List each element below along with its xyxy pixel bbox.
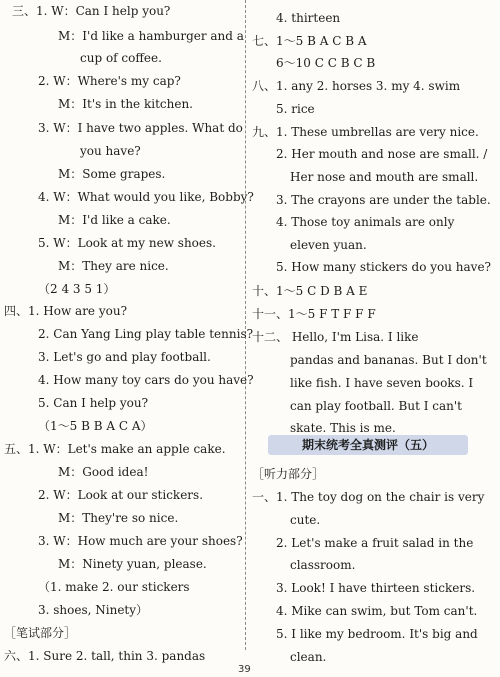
right-column-line: 八、1. any 2. horses 3. my 4. swim — [252, 79, 461, 93]
left-column-line: 5. Can I help you? — [38, 396, 149, 410]
page-number: 39 — [238, 664, 251, 675]
left-column-line: M：They're so nice. — [58, 511, 179, 525]
right-column-line: 九、1. These umbrellas are very nice. — [252, 125, 479, 139]
right-column-line: 十、1～5 C D B A E — [252, 284, 368, 298]
right-column-line: 十一、1～5 F T F F F — [252, 307, 376, 321]
left-column-line: cup of coffee. — [80, 51, 162, 65]
left-column-line: 四、1. How are you? — [4, 304, 128, 318]
left-column-line: M：Good idea! — [58, 465, 149, 479]
exam-section-header: 期末统考全真测评（五） — [268, 435, 468, 455]
left-column-line: 三、1. W：Can I help you? — [12, 4, 171, 18]
right-column-line: 七、1～5 B A C B A — [252, 34, 367, 48]
left-column-line: M：I'd like a hamburger and a — [58, 29, 244, 43]
left-column-line: 五、1. W：Let's make an apple cake. — [4, 442, 226, 456]
left-column-line: 4. How many toy cars do you have? — [38, 373, 254, 387]
left-column-line: （1. make 2. our stickers — [38, 580, 190, 594]
right-column-line: 4. thirteen — [276, 11, 341, 25]
right-column-line: 4. Mike can swim, but Tom can't. — [276, 604, 478, 618]
left-column-line: 2. W：Where's my cap? — [38, 74, 181, 88]
left-column-line: you have? — [80, 144, 141, 158]
left-column-line: 3. W：How much are your shoes? — [38, 534, 243, 548]
column-divider — [245, 0, 246, 650]
right-column-line: can play football. But I can't — [290, 399, 463, 413]
left-column-line: M：Some grapes. — [58, 167, 166, 181]
left-column-line: M：Ninety yuan, please. — [58, 557, 207, 571]
left-column-line: M：It's in the kitchen. — [58, 97, 193, 111]
left-column-line: 5. W：Look at my new shoes. — [38, 236, 216, 250]
right-column-line: 一、1. The toy dog on the chair is very — [252, 490, 485, 504]
right-column-line: 3. The crayons are under the table. — [276, 193, 491, 207]
left-column-line: 3. W：I have two apples. What do — [38, 121, 243, 135]
right-column-line: 4. Those toy animals are only — [276, 215, 455, 229]
left-column-line: （2 4 3 5 1） — [38, 282, 116, 296]
right-column-line: clean. — [290, 650, 327, 664]
left-column-line: M：They are nice. — [58, 259, 169, 273]
right-column-line: skate. This is me. — [290, 421, 396, 435]
right-column-line: 2. Her mouth and nose are small. / — [276, 147, 488, 161]
right-column-line: 十二、 Hello, I'm Lisa. I like — [252, 330, 419, 344]
right-column-line: 5. I like my bedroom. It's big and — [276, 627, 478, 641]
right-column-line: cute. — [290, 513, 321, 527]
left-column-line: 3. Let's go and play football. — [38, 350, 211, 364]
right-column-line: 2. Let's make a fruit salad in the — [276, 536, 474, 550]
left-column-line: M：I'd like a cake. — [58, 213, 171, 227]
left-column-line: ［笔试部分］ — [4, 626, 77, 640]
right-column-line: 5. rice — [276, 102, 315, 116]
right-column-line: 5. How many stickers do you have? — [276, 260, 491, 274]
left-column-line: 2. Can Yang Ling play table tennis? — [38, 327, 254, 341]
right-column-line: eleven yuan. — [290, 238, 367, 252]
right-column-line: 6～10 C C B C B — [276, 56, 376, 70]
right-column-line: ［听力部分］ — [252, 467, 325, 481]
left-column-line: 3. shoes, Ninety） — [38, 603, 149, 617]
right-column-line: 3. Look! I have thirteen stickers. — [276, 581, 476, 595]
left-column-line: （1～5 B B A C A） — [38, 419, 153, 433]
right-column-line: classroom. — [290, 558, 356, 572]
left-column-line: 2. W：Look at our stickers. — [38, 488, 204, 502]
right-column-line: pandas and bananas. But I don't — [290, 353, 487, 367]
right-column-line: Her nose and mouth are small. — [290, 170, 479, 184]
left-column-line: 4. W：What would you like, Bobby? — [38, 190, 254, 204]
right-column-line: like fish. I have seven books. I — [290, 376, 474, 390]
left-column-line: 六、1. Sure 2. tall, thin 3. pandas — [4, 649, 206, 663]
